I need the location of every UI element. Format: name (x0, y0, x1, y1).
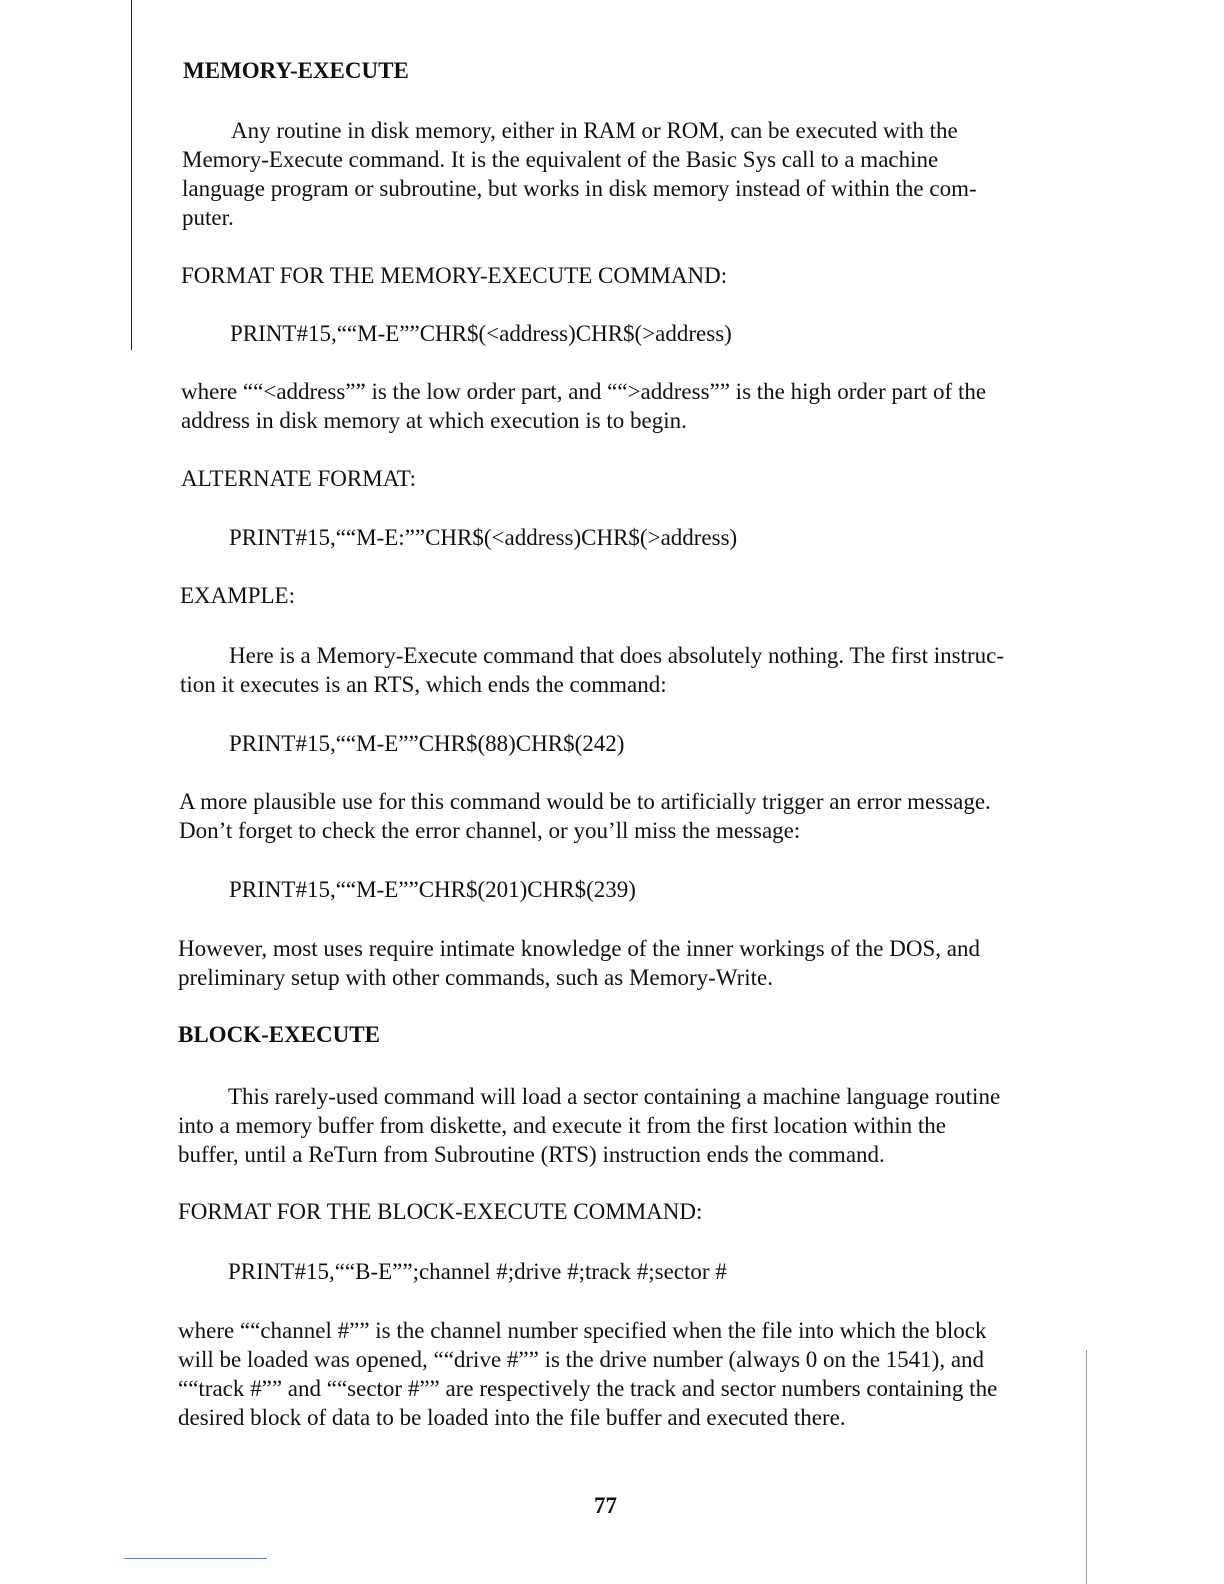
where-text (181, 377, 1036, 435)
however-line: preliminary setup with other commands, such as Memory-Write. (178, 965, 774, 990)
block-execute-intro (178, 1082, 1033, 1169)
block-intro-line: buffer, until a ReTurn from Subroutine (RTS) instruction ends the command. (178, 1142, 885, 1167)
alternate-label: ALTERNATE FORMAT: (181, 466, 417, 491)
format-label: FORMAT FOR THE MEMORY-EXECUTE COMMAND: (181, 263, 728, 288)
plausible-line: Don’t forget to check the error channel, or you’ll miss the message: (179, 818, 801, 843)
scan-edge-line-right (1086, 1350, 1087, 1584)
scan-edge-line (131, 0, 132, 350)
block-format-code: PRINT#15,““B-E””;channel #;drive #;track #;sector # (228, 1259, 727, 1284)
plausible-text (179, 787, 1032, 845)
intro-line: puter. (182, 205, 234, 230)
where-line: where ““<address”” is the low order part, and ““>address”” is the high order part of the (181, 379, 987, 404)
memory-execute-intro (182, 116, 1037, 232)
alternate-code: PRINT#15,““M-E:””CHR$(<address)CHR$(>address) (229, 525, 738, 550)
plausible-code: PRINT#15,““M-E””CHR$(201)CHR$(239) (229, 877, 636, 902)
intro-line: Any routine in disk memory, either in RAM or ROM, can be executed with the (231, 118, 958, 143)
page-number: 77 (594, 1493, 617, 1518)
plausible-line: A more plausible use for this command would be to artificially trigger an error message. (179, 789, 991, 814)
example-line: Here is a Memory-Execute command that does absolutely nothing. The first instruc- (229, 643, 1004, 668)
block-where-line: where ““channel #”” is the channel number specified when the file into which the block (178, 1318, 987, 1343)
however-line: However, most uses require intimate knowledge of the inner workings of the DOS, and (178, 936, 980, 961)
where-line: address in disk memory at which execution is to begin. (181, 408, 687, 433)
format-code: PRINT#15,““M-E””CHR$(<address)CHR$(>address) (230, 321, 732, 346)
block-where-text (178, 1316, 1033, 1432)
intro-line: Memory-Execute command. It is the equivalent of the Basic Sys call to a machine (182, 147, 939, 172)
intro-line: language program or subroutine, but works in disk memory instead of within the com- (182, 176, 977, 201)
block-where-line: will be loaded was opened, ““drive #”” is the drive number (always 0 on the 1541), and (178, 1347, 985, 1372)
block-where-line: desired block of data to be loaded into the file buffer and executed there. (178, 1405, 846, 1430)
block-execute-heading: BLOCK-EXECUTE (178, 1022, 380, 1047)
block-where-line: ““track #”” and ““sector #”” are respectively the track and sector numbers containing the (178, 1376, 998, 1401)
block-intro-line: This rarely-used command will load a sector containing a machine language routine (228, 1084, 1001, 1109)
block-format-label: FORMAT FOR THE BLOCK-EXECUTE COMMAND: (178, 1199, 703, 1224)
memory-execute-heading: MEMORY-EXECUTE (183, 58, 409, 83)
footnote-rule (124, 1558, 267, 1559)
example-label: EXAMPLE: (180, 583, 295, 608)
example-line: tion it executes is an RTS, which ends the command: (180, 672, 667, 697)
block-intro-line: into a memory buffer from diskette, and execute it from the first location within the (178, 1113, 946, 1138)
example-text (180, 641, 1035, 699)
example-code: PRINT#15,““M-E””CHR$(88)CHR$(242) (229, 731, 625, 756)
however-text (178, 934, 1033, 992)
